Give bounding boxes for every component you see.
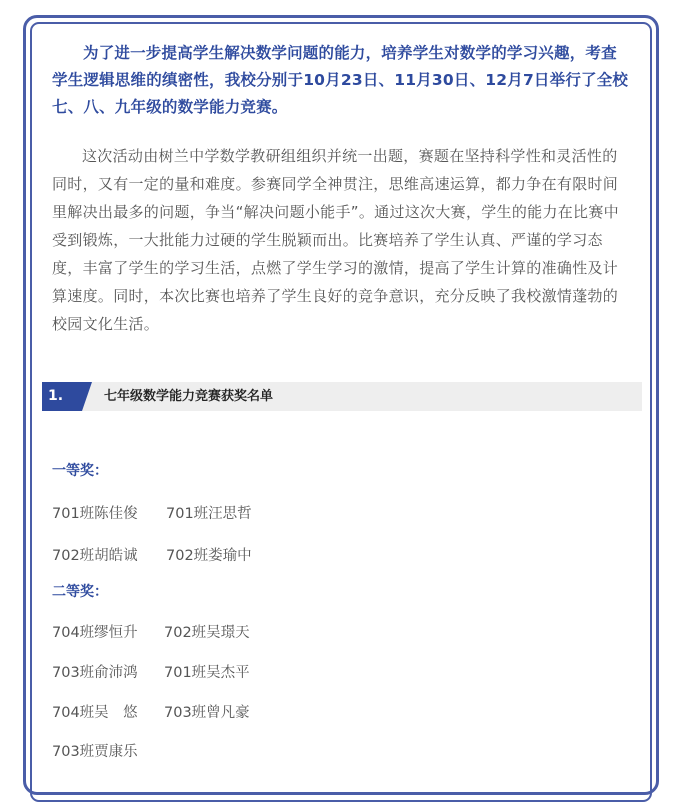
winner-name: 703班俞沛鸿 [52, 665, 138, 681]
first-prize-heading: 一等奖： [52, 463, 108, 479]
award-row [52, 544, 252, 565]
award-row [52, 740, 138, 761]
winner-name: 702班吴璟天 [164, 625, 250, 641]
award-row [52, 502, 252, 523]
winner-name: 702班娄瑜中 [166, 548, 252, 564]
intro-paragraph: 为了进一步提高学生解决数学问题的能力，培养学生对数学的学习兴趣，考查学生逻辑思维的缜密性，我校分别于10月23日、11月30日、12月7日举行了全校七、八、九年级的数学能力竞赛。 [52, 44, 629, 116]
section-header [42, 382, 642, 411]
winner-name: 703班贾康乐 [52, 744, 138, 760]
winner-name: 701班汪思哲 [166, 506, 252, 522]
winner-name: 704班吴 悠 [52, 705, 138, 721]
winner-name: 701班陈佳俊 [52, 506, 138, 522]
section-badge-slant [82, 382, 92, 411]
article-content [52, 40, 632, 338]
second-prize-heading: 二等奖： [52, 584, 108, 600]
winner-name: 701班吴杰平 [164, 665, 250, 681]
winner-name: 704班缪恒升 [52, 625, 138, 641]
award-row [52, 661, 250, 682]
winner-name: 702班胡皓诚 [52, 548, 138, 564]
award-row [52, 621, 250, 642]
section-title: 七年级数学能力竞赛获奖名单 [104, 389, 274, 404]
winner-name: 703班曾凡豪 [164, 705, 250, 721]
award-row [52, 701, 250, 722]
section-number-badge: 1. [42, 382, 82, 411]
body-paragraph: 这次活动由树兰中学数学教研组组织并统一出题，赛题在坚持科学性和灵活性的同时，又有一定的量和难度。参赛同学全神贯注，思维高速运算，都力争在有限时间里解决出最多的问题，争当“解决问题小能手”。通过这次大赛，学生的能力在比赛中受到锻炼，一大批能力过硬的学生脱颖而出。比赛培养了学生认真、严谨的学习态度，丰富了学生的学习生活，点燃了学生学习的激情，提高了学生计算的准确性及计算速度。同时，本次比赛也培养了学生良好的竞争意识，充分反映了我校激情蓬勃的校园文化生活。 [52, 147, 619, 333]
